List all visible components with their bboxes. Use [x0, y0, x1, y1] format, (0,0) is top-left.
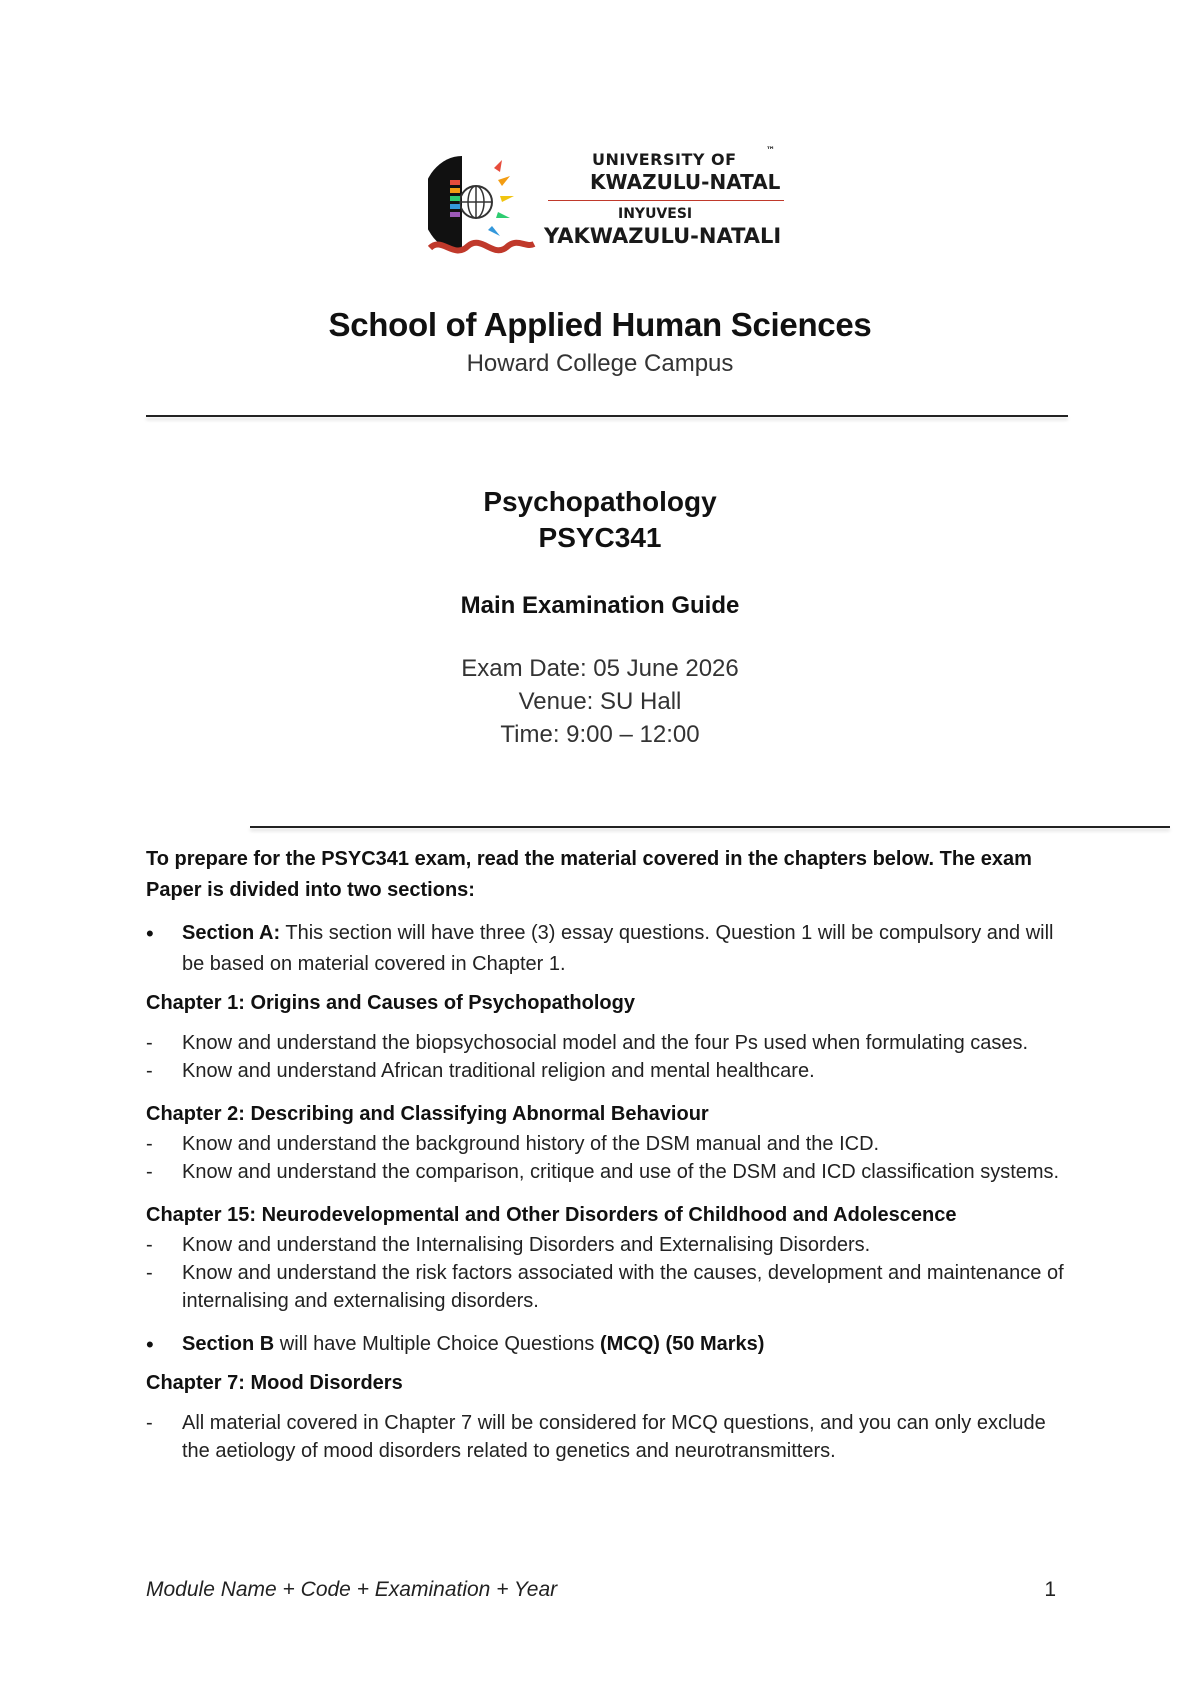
list-item: - Know and understand African traditional religion and mental healthcare.	[146, 1057, 1076, 1085]
list-item: - Know and understand the risk factors associated with the causes, development and maintenance of internalising and externalising disorders.	[146, 1259, 1076, 1315]
section-b-marks: (MCQ) (50 Marks)	[599, 1333, 765, 1355]
course-code: PSYC341	[538, 522, 662, 553]
university-logo	[428, 140, 788, 268]
exam-venue: Venue: SU Hall	[518, 688, 682, 715]
intro-paragraph: To prepare for the PSYC341 exam, read the material covered in the chapters below. The exam Paper is divided into two sections:	[146, 848, 1032, 901]
section-a-bullet	[146, 918, 1076, 980]
exam-date: Exam Date: 05 June 2026	[461, 655, 739, 682]
section-b-label: Section B	[182, 1333, 275, 1355]
section-a-text: This section will have three (3) essay questions. Question 1 will be compulsory and will be based on material covered in Chapter 1.	[182, 922, 1054, 975]
list-item: - Know and understand the comparison, critique and use of the DSM and ICD classification systems.	[146, 1158, 1076, 1186]
list-item: - Know and understand the biopsychosocial model and the four Ps used when formulating cases.	[146, 1029, 1076, 1057]
list-item: - Know and understand the background history of the DSM manual and the ICD.	[146, 1130, 1076, 1158]
logo-line-4: YAKWAZULU-NATALI	[544, 224, 782, 248]
chapter-2-items	[146, 1130, 1076, 1186]
list-item: - All material covered in Chapter 7 will be considered for MCQ questions, and you can only exclude the aetiology of mood disorders related to genetics and neurotransmitters.	[146, 1409, 1076, 1465]
footer-module-text: Module Name + Code + Examination + Year	[146, 1578, 558, 1601]
logo-line-1: UNIVERSITY OF	[592, 150, 737, 169]
campus-name: Howard College Campus	[466, 350, 734, 377]
section-a-label: Section A:	[182, 922, 281, 944]
exam-guide-body	[146, 844, 1076, 1465]
logo-line-2: KWAZULU-NATAL	[590, 170, 781, 194]
section-b-text: will have Multiple Choice Questions	[274, 1333, 600, 1355]
chapter-15-items	[146, 1231, 1076, 1315]
course-name: Psychopathology	[483, 486, 717, 517]
school-title: School of Applied Human Sciences	[328, 306, 872, 343]
exam-time: Time: 9:00 – 12:00	[500, 721, 700, 748]
chapter-2-title: Chapter 2: Describing and Classifying Abnormal Behaviour	[146, 1103, 709, 1125]
guide-title: Main Examination Guide	[460, 592, 740, 619]
page-footer	[146, 1578, 1056, 1602]
ukzn-emblem-icon	[428, 140, 548, 268]
chapter-15-title: Chapter 15: Neurodevelopmental and Other Disorders of Childhood and Adolescence	[146, 1204, 957, 1226]
logo-divider	[548, 200, 784, 201]
trademark-symbol: ™	[766, 146, 775, 156]
chapter-1-title: Chapter 1: Origins and Causes of Psychopathology	[146, 992, 635, 1014]
header-divider	[146, 415, 1068, 417]
section-b-bullet	[146, 1329, 1076, 1360]
chapter-7-title: Chapter 7: Mood Disorders	[146, 1372, 403, 1394]
list-item: - Know and understand the Internalising Disorders and Externalising Disorders.	[146, 1231, 1076, 1259]
page-number: 1	[1044, 1578, 1056, 1601]
chapter-1-items	[146, 1029, 1076, 1085]
logo-line-3: INYUVESI	[618, 206, 693, 222]
section-divider	[250, 826, 1170, 828]
chapter-7-items	[146, 1409, 1076, 1465]
